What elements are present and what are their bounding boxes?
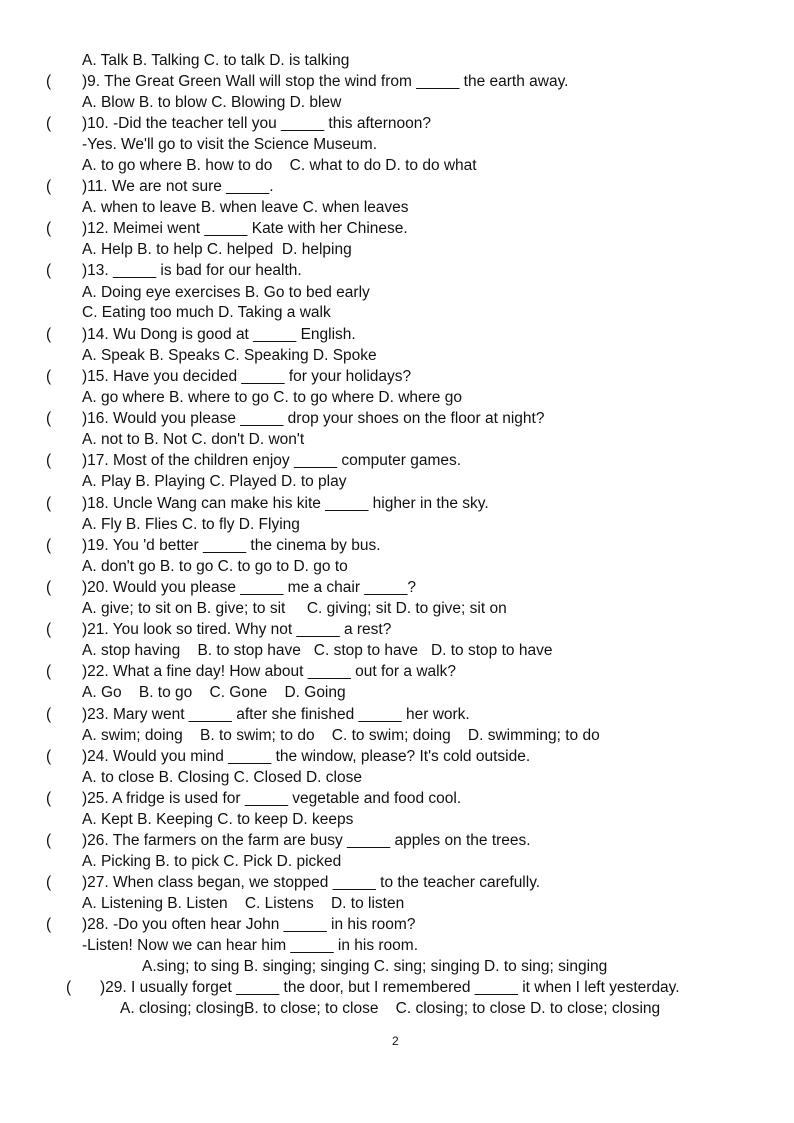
q11-answer-paren: ( <box>46 178 52 195</box>
q28-options: A.sing; to sing B. singing; singing C. sing; singing D. to sing; singing <box>142 958 608 975</box>
q26-answer-paren: ( <box>46 832 52 849</box>
q20-options: A. give; to sit on B. give; to sit C. giving; sit D. to give; sit on <box>82 600 507 617</box>
q19-options: A. don't go B. to go C. to go to D. go to <box>82 558 348 575</box>
q29-answer-paren: ( <box>66 979 72 996</box>
q19-answer-paren: ( <box>46 537 52 554</box>
q21-stem: )21. You look so tired. Why not _____ a rest? <box>82 621 392 638</box>
q9-options: A. Blow B. to blow C. Blowing D. blew <box>82 94 342 111</box>
q20-stem: )20. Would you please _____ me a chair _____? <box>82 579 417 596</box>
q13-answer-paren: ( <box>46 262 52 279</box>
q10-answer-paren: ( <box>46 115 52 132</box>
q11-options: A. when to leave B. when leave C. when leaves <box>82 199 409 216</box>
q25-options: A. Kept B. Keeping C. to keep D. keeps <box>82 811 354 828</box>
q24-options: A. to close B. Closing C. Closed D. close <box>82 769 362 786</box>
q15-options: A. go where B. where to go C. to go where D. where go <box>82 389 462 406</box>
q19-stem: )19. You 'd better _____ the cinema by bus. <box>82 537 381 554</box>
q29-stem: )29. I usually forget _____ the door, but I remembered _____ it when I left yesterday. <box>100 979 680 996</box>
q18-answer-paren: ( <box>46 495 52 512</box>
q10-options: A. to go where B. how to do C. what to do D. to do what <box>82 157 477 174</box>
q28-dialogue: -Listen! Now we can hear him _____ in his room. <box>82 937 418 954</box>
q17-answer-paren: ( <box>46 452 52 469</box>
q23-stem: )23. Mary went _____ after she finished _____ her work. <box>82 706 470 723</box>
q17-options: A. Play B. Playing C. Played D. to play <box>82 473 347 490</box>
q24-stem: )24. Would you mind _____ the window, please? It's cold outside. <box>82 748 531 765</box>
q16-options: A. not to B. Not C. don't D. won't <box>82 431 305 448</box>
q14-stem: )14. Wu Dong is good at _____ English. <box>82 326 356 343</box>
q18-options: A. Fly B. Flies C. to fly D. Flying <box>82 516 300 533</box>
q13-stem: )13. _____ is bad for our health. <box>82 262 302 279</box>
q25-answer-paren: ( <box>46 790 52 807</box>
q11-stem: )11. We are not sure _____. <box>82 178 274 195</box>
q22-stem: )22. What a fine day! How about _____ out for a walk? <box>82 663 456 680</box>
q9-answer-paren: ( <box>46 73 52 90</box>
q8-options: A. Talk B. Talking C. to talk D. is talking <box>82 52 350 69</box>
page-number: 2 <box>392 1034 399 1048</box>
q28-answer-paren: ( <box>46 916 52 933</box>
q29-options: A. closing; closingB. to close; to close C. closing; to close D. to close; closing <box>120 1000 661 1017</box>
q16-stem: )16. Would you please _____ drop your shoes on the floor at night? <box>82 410 545 427</box>
q12-stem: )12. Meimei went _____ Kate with her Chinese. <box>82 220 408 237</box>
q27-stem: )27. When class began, we stopped _____ to the teacher carefully. <box>82 874 541 891</box>
q27-options: A. Listening B. Listen C. Listens D. to listen <box>82 895 405 912</box>
q13-options-1: A. Doing eye exercises B. Go to bed early <box>82 284 370 301</box>
q18-stem: )18. Uncle Wang can make his kite _____ higher in the sky. <box>82 495 489 512</box>
q15-stem: )15. Have you decided _____ for your holidays? <box>82 368 412 385</box>
q14-options: A. Speak B. Speaks C. Speaking D. Spoke <box>82 347 377 364</box>
q28-stem: )28. -Do you often hear John _____ in his room? <box>82 916 416 933</box>
q14-answer-paren: ( <box>46 326 52 343</box>
q22-answer-paren: ( <box>46 663 52 680</box>
q21-options: A. stop having B. to stop have C. stop to have D. to stop to have <box>82 642 553 659</box>
q22-options: A. Go B. to go C. Gone D. Going <box>82 684 346 701</box>
q12-options: A. Help B. to help C. helped D. helping <box>82 241 352 258</box>
q13-options-2: C. Eating too much D. Taking a walk <box>82 304 331 321</box>
q24-answer-paren: ( <box>46 748 52 765</box>
q23-options: A. swim; doing B. to swim; to do C. to swim; doing D. swimming; to do <box>82 727 600 744</box>
q21-answer-paren: ( <box>46 621 52 638</box>
q15-answer-paren: ( <box>46 368 52 385</box>
q25-stem: )25. A fridge is used for _____ vegetable and food cool. <box>82 790 462 807</box>
q23-answer-paren: ( <box>46 706 52 723</box>
q20-answer-paren: ( <box>46 579 52 596</box>
q27-answer-paren: ( <box>46 874 52 891</box>
q10-dialogue: -Yes. We'll go to visit the Science Museum. <box>82 136 378 153</box>
q12-answer-paren: ( <box>46 220 52 237</box>
q9-stem: )9. The Great Green Wall will stop the wind from _____ the earth away. <box>82 73 569 90</box>
q16-answer-paren: ( <box>46 410 52 427</box>
q26-stem: )26. The farmers on the farm are busy _____ apples on the trees. <box>82 832 531 849</box>
q10-stem: )10. -Did the teacher tell you _____ this afternoon? <box>82 115 431 132</box>
q26-options: A. Picking B. to pick C. Pick D. picked <box>82 853 342 870</box>
q17-stem: )17. Most of the children enjoy _____ computer games. <box>82 452 462 469</box>
